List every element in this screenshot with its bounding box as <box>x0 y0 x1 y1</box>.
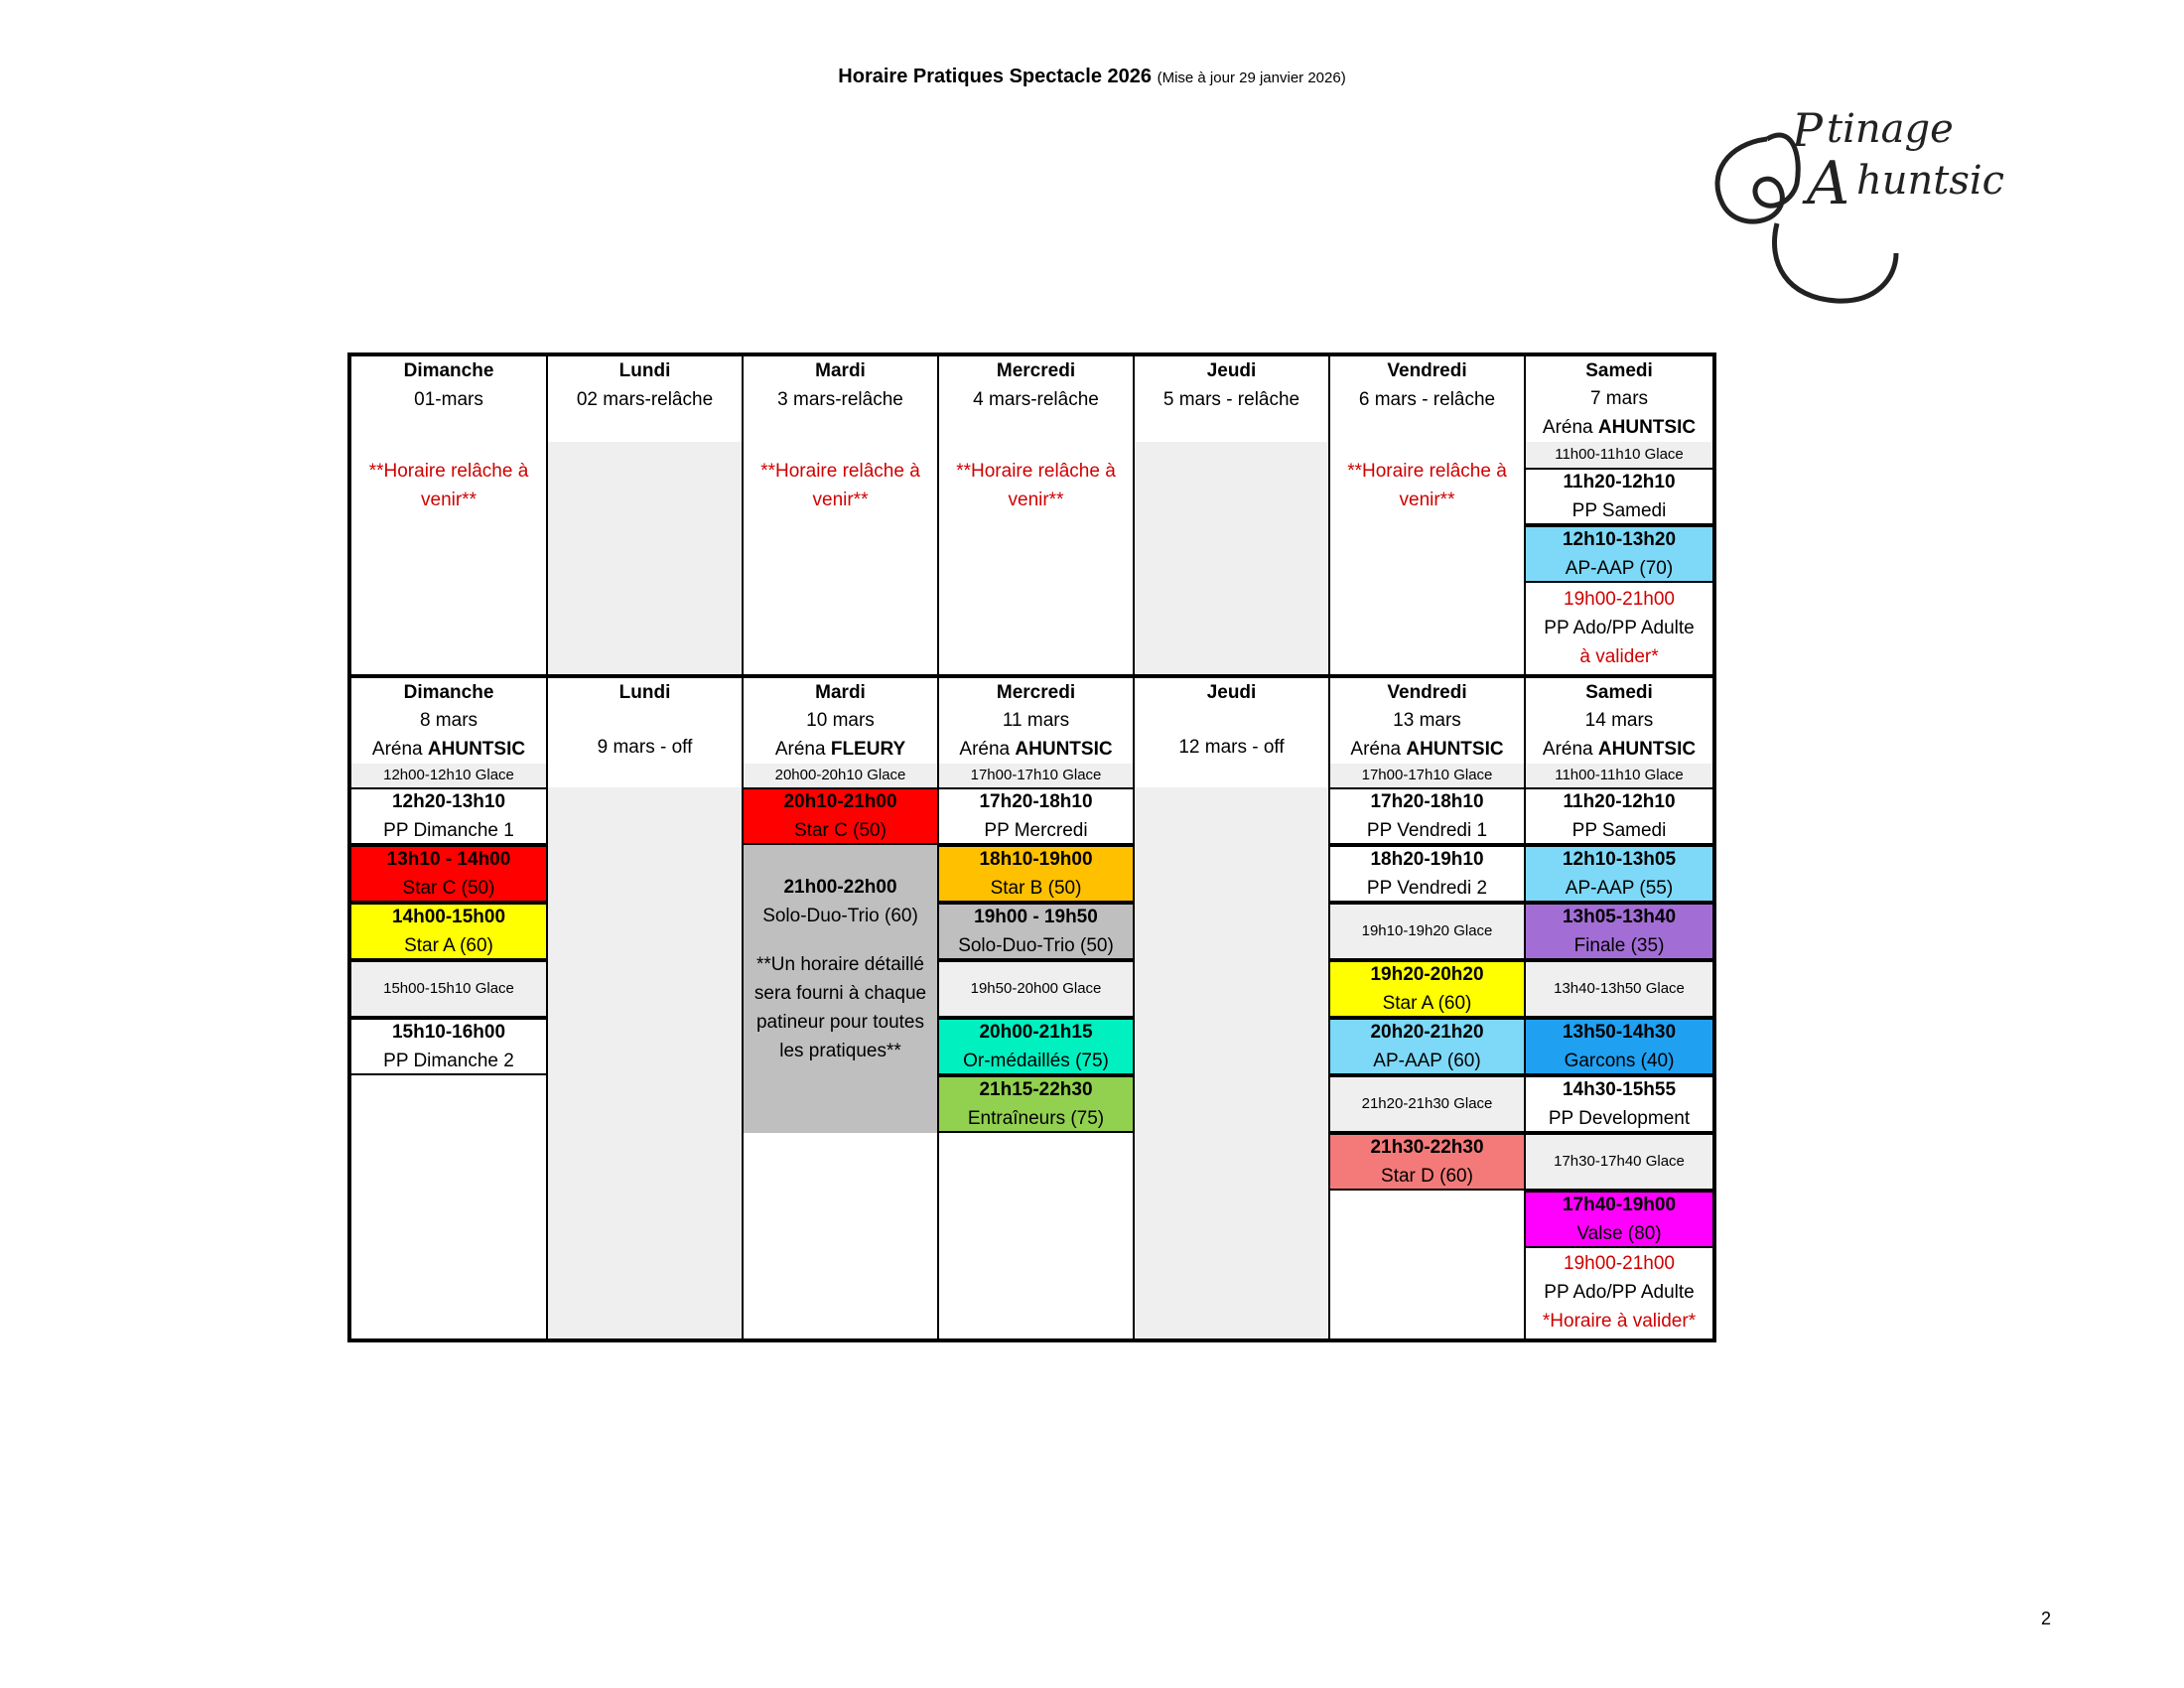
day-name: Mercredi <box>996 681 1076 703</box>
day-date: 01-mars <box>414 388 483 410</box>
week2-day-mardi <box>742 678 937 1338</box>
glace-slot: 11h00-11h10 Glace <box>1526 442 1712 468</box>
day-name: Jeudi <box>1135 678 1328 706</box>
week-1 <box>351 356 1712 676</box>
page-number: 2 <box>2041 1609 2052 1628</box>
day-name: Mardi <box>815 681 866 703</box>
glace-slot: 17h30-17h40 Glace <box>1526 1133 1712 1191</box>
slot-ap-aap: 20h20-21h20 AP-AAP (60) <box>1330 1018 1524 1075</box>
slot-solo-duo-trio: 21h00-22h00 Solo-Duo-Trio (60) **Un horaire détaillé sera fourni à chaque patineur pour toutes les pratiques** <box>744 845 937 1133</box>
slot-star-a: 14h00-15h00 Star A (60) <box>351 903 546 960</box>
svg-text:P: P <box>1792 103 1823 157</box>
day-name: Samedi <box>1585 359 1653 381</box>
day-name: Lundi <box>548 678 742 706</box>
week1-day-jeudi <box>1133 356 1328 676</box>
day-name: Dimanche <box>403 359 494 381</box>
day-name: Mardi <box>815 359 866 381</box>
slot-pp-samedi: 11h20-12h10 PP Samedi <box>1526 468 1712 525</box>
slot-pp-dimanche-1: 12h20-13h10 PP Dimanche 1 <box>351 787 546 845</box>
day-name: Dimanche <box>403 681 494 703</box>
arena: Aréna AHUNTSIC <box>1350 738 1504 760</box>
arena: Aréna AHUNTSIC <box>371 738 526 760</box>
patinage-ahuntsic-logo <box>1698 94 2055 308</box>
slot-pp-development: 14h30-15h55 PP Development <box>1526 1075 1712 1133</box>
day-date: 4 mars-relâche <box>973 388 1099 410</box>
slot-garcons: 13h50-14h30 Garcons (40) <box>1526 1018 1712 1075</box>
day-date: 14 mars <box>1584 709 1654 731</box>
slot-finale: 13h05-13h40 Finale (35) <box>1526 903 1712 960</box>
slot-pp-ado-adulte: 19h00-21h00 PP Ado/PP Adulte *Horaire à valider* <box>1542 1252 1697 1332</box>
glace-slot: 11h00-11h10 Glace <box>1526 764 1712 787</box>
slot-star-c: 13h10 - 14h00 Star C (50) <box>351 845 546 903</box>
day-date: 9 mars - off <box>548 706 742 787</box>
slot-pp-vendredi-1: 17h20-18h10 PP Vendredi 1 <box>1330 787 1524 845</box>
day-date: 3 mars-relâche <box>777 388 903 410</box>
glace-slot: 21h20-21h30 Glace <box>1330 1075 1524 1133</box>
slot-pp-dimanche-2: 15h10-16h00 PP Dimanche 2 <box>351 1018 546 1075</box>
slot-star-a: 19h20-20h20 Star A (60) <box>1330 960 1524 1018</box>
slot-or-medailles: 20h00-21h15 Or-médaillés (75) <box>939 1018 1133 1075</box>
slot-pp-mercredi: 17h20-18h10 PP Mercredi <box>939 787 1133 845</box>
glace-slot: 17h00-17h10 Glace <box>939 764 1133 787</box>
day-date: 13 mars <box>1393 709 1461 731</box>
glace-slot: 19h50-20h00 Glace <box>939 960 1133 1018</box>
day-name: Jeudi <box>1206 359 1257 381</box>
slot-solo-duo-trio: 19h00 - 19h50 Solo-Duo-Trio (50) <box>939 903 1133 960</box>
slot-entraineurs: 21h15-22h30 Entraîneurs (75) <box>939 1075 1133 1133</box>
day-date: 8 mars <box>419 709 478 731</box>
glace-slot: 19h10-19h20 Glace <box>1330 903 1524 960</box>
week2-day-vendredi <box>1328 678 1524 1338</box>
day-date: 11 mars <box>1002 709 1070 731</box>
slot-ap-aap: 12h10-13h05 AP-AAP (55) <box>1526 845 1712 903</box>
arena: Aréna AHUNTSIC <box>1542 738 1697 760</box>
slot-pp-ado-adulte: 19h00-21h00 PP Ado/PP Adulte à valider* <box>1544 588 1695 667</box>
schedule-grid <box>347 352 1716 1342</box>
day-note: **Horaire relâche à venir** <box>1347 461 1507 510</box>
svg-text:huntsic: huntsic <box>1856 158 2005 204</box>
slot-valse: 17h40-19h00 Valse (80) <box>1526 1191 1712 1248</box>
slot-star-c: 20h10-21h00 Star C (50) <box>744 787 937 845</box>
slot-ap-aap: 12h10-13h20 AP-AAP (70) <box>1526 525 1712 583</box>
week2-day-dimanche <box>351 678 546 1338</box>
week2-day-lundi <box>546 678 742 1338</box>
glace-slot: 15h00-15h10 Glace <box>351 960 546 1018</box>
arena: Aréna FLEURY <box>774 738 906 760</box>
slot-star-d: 21h30-22h30 Star D (60) <box>1330 1133 1524 1191</box>
day-date: 5 mars - relâche <box>1162 388 1300 410</box>
day-date: 12 mars - off <box>1135 706 1328 787</box>
week1-day-mardi <box>742 356 937 676</box>
week1-day-mercredi <box>937 356 1133 676</box>
slot-pp-samedi: 11h20-12h10 PP Samedi <box>1526 787 1712 845</box>
page-title: Horaire Pratiques Spectacle 2026 (Mise à jour 29 janvier 2026) <box>838 66 1346 87</box>
week2-day-mercredi <box>937 678 1133 1338</box>
slot-pp-vendredi-2: 18h20-19h10 PP Vendredi 2 <box>1330 845 1524 903</box>
day-date: 10 mars <box>806 709 875 731</box>
arena: Aréna AHUNTSIC <box>1542 416 1697 438</box>
day-name: Lundi <box>618 359 671 381</box>
week-2 <box>351 678 1712 1338</box>
day-note: **Horaire relâche à venir** <box>368 461 529 510</box>
glace-slot: 12h00-12h10 Glace <box>351 764 546 787</box>
week1-day-dimanche <box>351 356 546 676</box>
week2-day-jeudi <box>1133 678 1328 1338</box>
day-name: Samedi <box>1585 681 1653 703</box>
day-name: Vendredi <box>1387 359 1467 381</box>
week2-day-samedi <box>1524 678 1712 1338</box>
day-date: 7 mars <box>1589 387 1649 409</box>
day-note: **Horaire relâche à venir** <box>956 461 1116 510</box>
day-name: Vendredi <box>1387 681 1467 703</box>
day-date: 6 mars - relâche <box>1358 388 1496 410</box>
arena: Aréna AHUNTSIC <box>959 738 1113 760</box>
day-name: Mercredi <box>996 359 1076 381</box>
glace-slot: 17h00-17h10 Glace <box>1330 764 1524 787</box>
svg-text:A: A <box>1807 149 1850 218</box>
week1-day-samedi <box>1524 356 1712 676</box>
slot-star-b: 18h10-19h00 Star B (50) <box>939 845 1133 903</box>
day-note: **Horaire relâche à venir** <box>760 461 920 510</box>
glace-slot: 20h00-20h10 Glace <box>744 764 937 787</box>
day-date: 02 mars-relâche <box>576 388 714 410</box>
week1-day-lundi <box>546 356 742 676</box>
svg-text:tinage: tinage <box>1827 106 1954 152</box>
week1-day-vendredi <box>1328 356 1524 676</box>
glace-slot: 13h40-13h50 Glace <box>1526 960 1712 1018</box>
